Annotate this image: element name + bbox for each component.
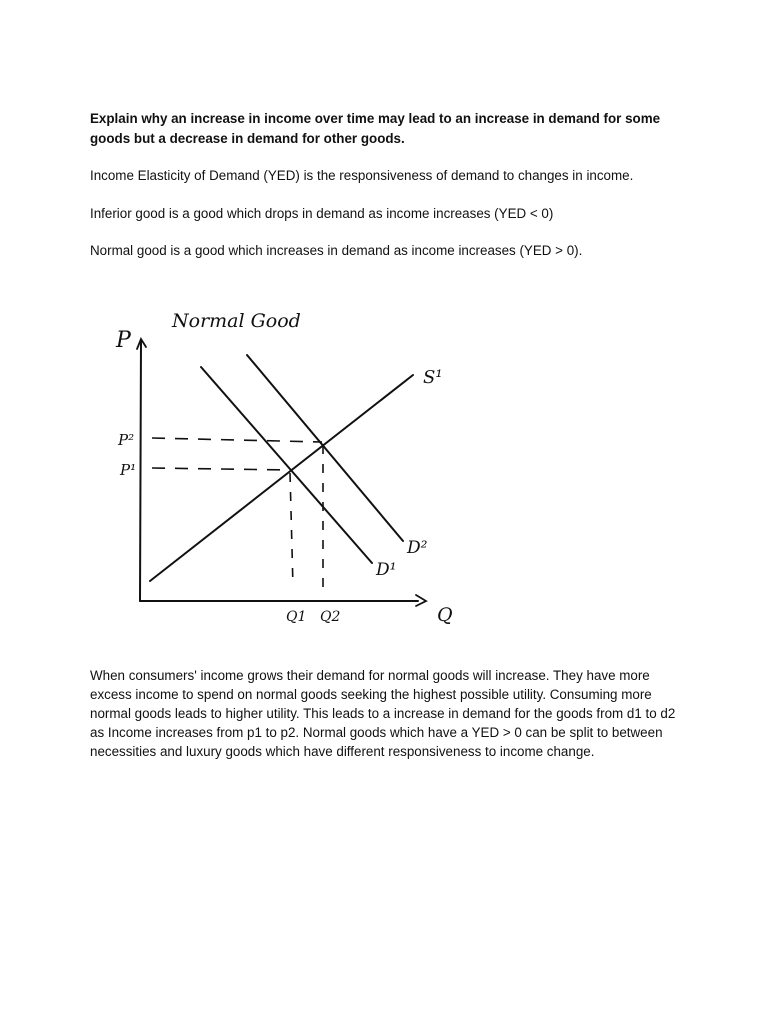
- yed-definition: Income Elasticity of Demand (YED) is the responsiveness of demand to changes in income.: [90, 168, 634, 183]
- normal-good-definition: Normal good is a good which increases in demand as income increases (YED > 0).: [90, 243, 583, 258]
- question-heading: Explain why an increase in income over time may lead to an increase in demand for some goods but a decrease in demand for other goods.: [90, 111, 661, 146]
- demand-1-label: D¹: [376, 560, 397, 580]
- y-axis-label: P: [116, 328, 131, 353]
- p2-label: P²: [118, 431, 135, 449]
- supply-curve: [150, 375, 413, 581]
- y-axis: [140, 340, 141, 601]
- p1-dashed-line: [152, 468, 290, 470]
- normal-good-diagram: [100, 295, 480, 635]
- p1-label: P¹: [120, 461, 137, 479]
- q1-label: Q1: [286, 609, 307, 625]
- diagram-title: Normal Good: [172, 310, 301, 332]
- demand-2-label: D²: [407, 538, 428, 558]
- q1-dashed-line: [290, 473, 293, 587]
- supply-label: S¹: [423, 367, 443, 388]
- demand-curve-1: [201, 367, 372, 563]
- x-axis-label: Q: [437, 604, 453, 626]
- diagram-svg: [100, 295, 480, 635]
- explanation-paragraph: When consumers' income grows their demand for normal goods will increase. They have more excess income to spend on normal goods seeking the highest possible utility. Consuming more normal goods leads to higher utility. This leads to a increase in demand for the goods from d1 to d2 as Income increases from p1 to p2. Normal goods which have a YED > 0 can be split to between necessities and luxury goods which have different responsiveness to income change.: [90, 668, 676, 759]
- p2-dashed-line: [152, 438, 322, 442]
- inferior-good-definition: Inferior good is a good which drops in demand as income increases (YED < 0): [90, 206, 554, 221]
- q2-label: Q2: [320, 609, 341, 625]
